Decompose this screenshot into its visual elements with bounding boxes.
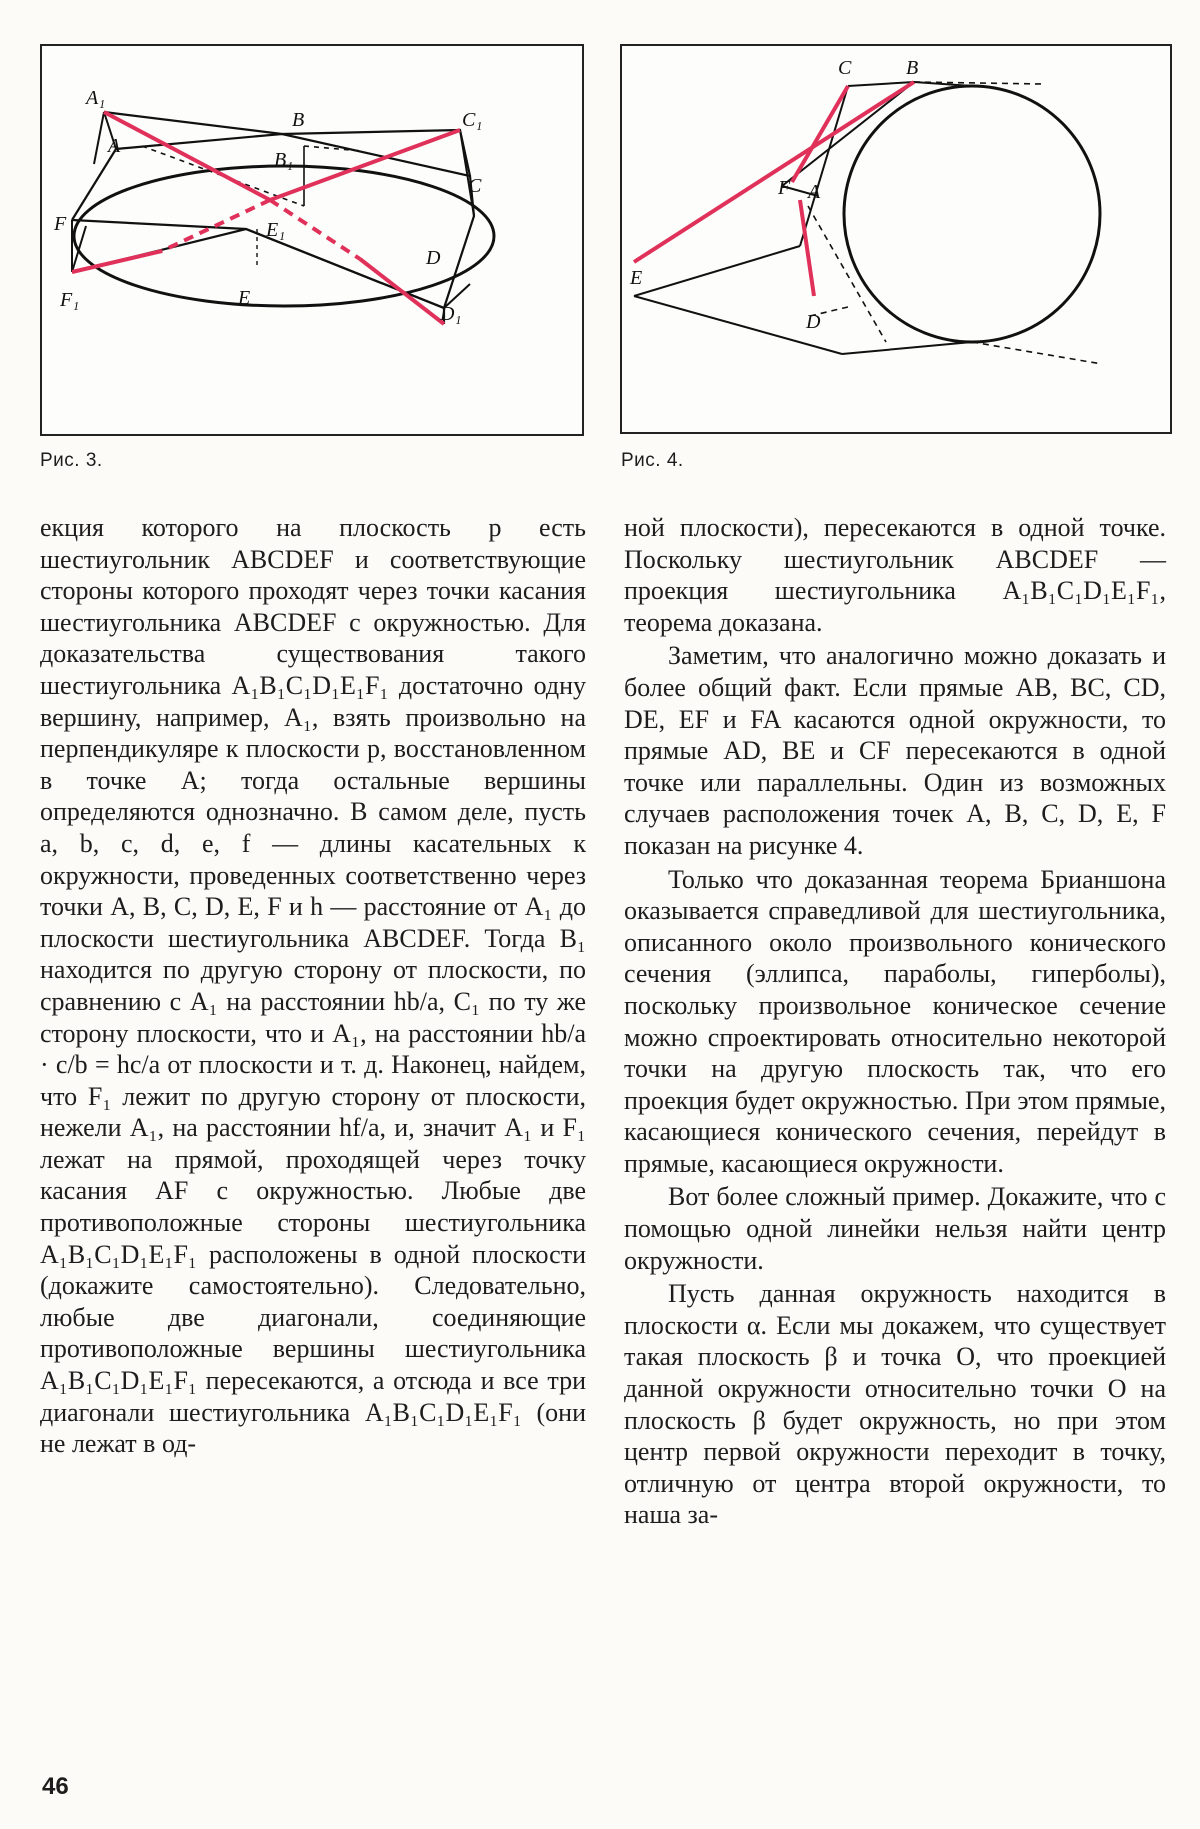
label-b: B	[906, 57, 919, 79]
label-e: E	[630, 267, 643, 289]
label-e: E	[238, 287, 251, 309]
label-f1: F₁	[60, 289, 80, 311]
label-a: A	[808, 181, 821, 203]
paragraph: екция которого на плоскость p есть шестиугольник ABCDEF и соответствующие стороны которого проходят через точки касания шестиугольника ABCDEF с окружностью. Для доказательства существования такого шестиугольника A₁B₁C₁D₁E₁F₁ достаточно одну вершину, например, A₁, взять произвольно на перпендикуляре к плоскости p, восстановленном в точке A; тогда остальные вершины определяются однозначно. В самом деле, пусть a, b, c, d, e, f — длины касательных к окружности, проведенных соответственно через точки A, B, C, D, E, F и h — расстояние от A₁ до плоскости шестиугольника ABCDEF. Тогда B₁ находится по другую сторону от плоскости, по сравнению с A₁ на расстоянии hb/a, C₁ по ту же сторону плоскости, что и A₁, на расстоянии hb/a · c/b = hc/a от плоскости и т. д. Наконец, найдем, что F₁ лежит по другую сторону от плоскости, нежели A₁, на расстоянии hf/a, и, значит A₁ и F₁ лежат на прямой, проходящей через точку касания AF с окружностью. Любые две противоположные стороны шестиугольника A₁B₁C₁D₁E₁F₁ расположены в одной плоскости (докажите самостоятельно). Следовательно, любые две диагонали, соединяющие противоположные вершины шестиугольника A₁B₁C₁D₁E₁F₁ пересекаются, а отсюда и все три диагонали шестиугольника A₁B₁C₁D₁E₁F₁ (они не лежат в од-	[40, 513, 586, 1459]
figure-4-drawing	[622, 46, 1170, 432]
label-d1: D₁	[440, 303, 462, 325]
label-c1: C₁	[462, 109, 483, 131]
hexagon-lower-edges	[72, 229, 444, 324]
left-column	[40, 512, 586, 1460]
figure-3-drawing	[42, 46, 582, 434]
label-b: B	[292, 109, 305, 131]
figure-3	[40, 44, 584, 436]
paragraph: ной плоскости), пересекаются в одной точке. Поскольку шестиугольник ABCDEF — проекция шестиугольника A₁B₁C₁D₁E₁F₁, теорема доказана.	[624, 513, 1166, 637]
label-c: C	[838, 57, 852, 79]
label-a1: A₁	[86, 87, 106, 109]
label-f: F	[54, 213, 67, 235]
paragraph: Только что доказанная теорема Брианшона оказывается справедливой для шестиугольника, описанного около произвольного конического сечения (эллипса, параболы, гиперболы), поскольку произвольное коническое сечение можно спроектировать относительно некоторой точки на другую плоскость так, что его проекция будет окружностью. При этом прямые, касающиеся конического сечения, перейдут в прямые, касающиеся окружности.	[624, 864, 1166, 1178]
figure-4-caption: Рис. 4.	[621, 450, 684, 471]
figure-4	[620, 44, 1172, 434]
diagonal-ad	[800, 200, 814, 296]
label-d: D	[806, 311, 821, 333]
paragraph: Заметим, что аналогично можно доказать и более общий факт. Если прямые AB, BC, CD, DE, EF и FA касаются одной окружности, то прямые AD, BE и CF пересекаются в одной точке или параллельны. Один из возможных случаев расположения точек A, B, C, D, E, F показан на рисунке 4.	[624, 641, 1166, 860]
paragraph: Вот более сложный пример. Докажите, что с помощью одной линейки нельзя найти центр окружности.	[624, 1182, 1166, 1275]
diagonal-be	[634, 82, 914, 262]
label-b1: B₁	[274, 149, 294, 171]
label-a: A	[108, 135, 121, 157]
label-f: F	[778, 177, 791, 199]
figure-3-caption: Рис. 3.	[40, 450, 103, 471]
circle	[844, 86, 1100, 342]
label-e1: E₁	[266, 219, 286, 241]
label-d: D	[426, 247, 441, 269]
right-column	[624, 512, 1166, 1531]
page-number: 46	[42, 1773, 69, 1800]
paragraph: Пусть данная окружность находится в плоскости α. Если мы докажем, что существует такая плоскость β и точка O, что проекцией данной окружности относительно точки O на плоскость β будет окружность, но при этом центр первой окружности переходит в точку, отличную от центра второй окружности, то наша за-	[624, 1279, 1166, 1530]
label-c: C	[468, 175, 482, 197]
diagonal-cf	[792, 86, 848, 182]
